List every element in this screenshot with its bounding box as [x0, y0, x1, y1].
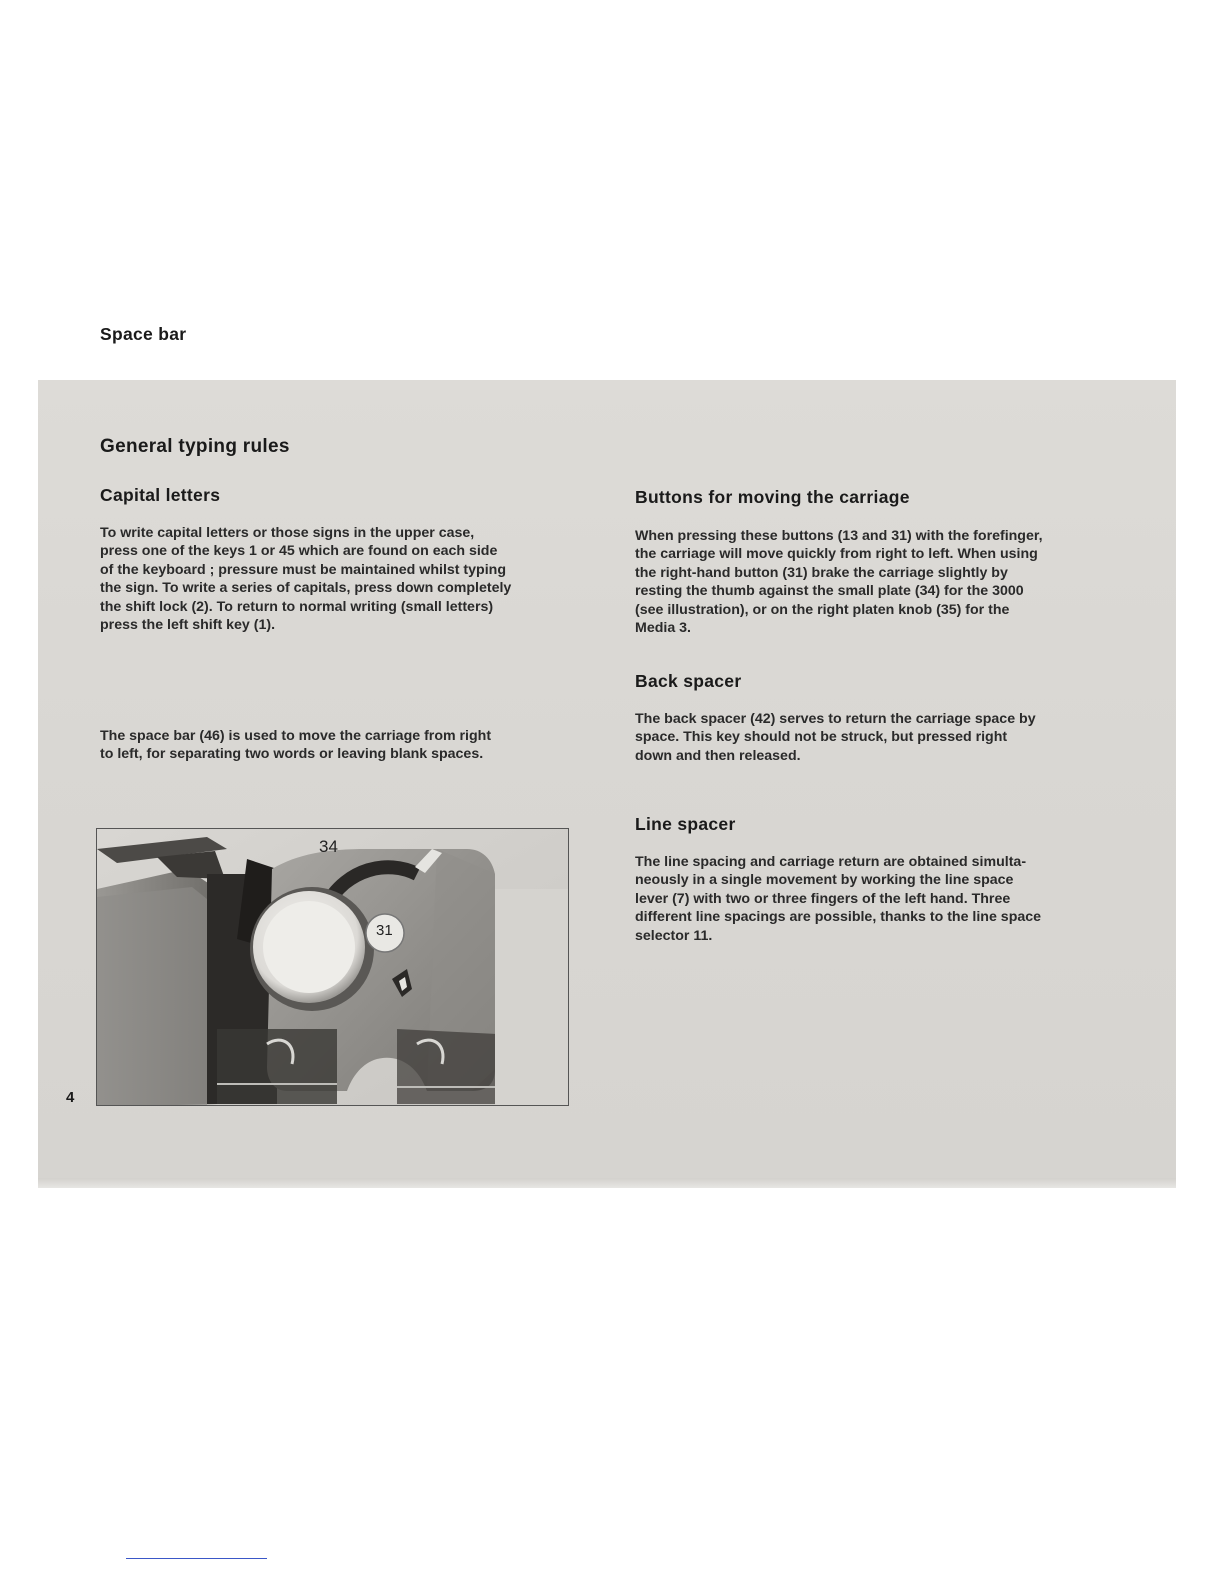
text-line: To write capital letters or those signs in the upper case, [100, 525, 475, 541]
text-line: Media 3. [635, 620, 691, 637]
space-bar-heading: Space bar [100, 324, 187, 344]
text-line: (see illustration), or on the right platen knob (35) for the [635, 601, 1010, 618]
typewriter-carriage-photo [96, 828, 569, 1106]
page-title: General typing rules [100, 436, 290, 457]
line-spacer-paragraph [635, 853, 1108, 945]
space-bar-paragraph [100, 727, 573, 764]
buttons-carriage-heading: Buttons for moving the carriage [635, 487, 910, 507]
text-line: the sign. To write a series of capitals, press down completely [100, 580, 512, 597]
back-spacer-paragraph [635, 710, 1108, 765]
text-line: the right-hand button (31) brake the carriage slightly by [635, 564, 1008, 581]
text-line: press one of the keys 1 or 45 which are found on each side [100, 543, 498, 560]
text-line: The back spacer (42) serves to return the carriage space by [635, 711, 1036, 727]
typewriter-illustration [97, 829, 569, 1106]
text-line: press the left shift key (1). [100, 617, 276, 634]
callout-34: 34 [319, 837, 338, 856]
scan-edge [38, 1178, 1176, 1188]
text-line: The space bar (46) is used to move the carriage from right [100, 728, 492, 744]
text-line: the carriage will move quickly from right to left. When using [635, 546, 1038, 563]
text-line: of the keyboard ; pressure must be maintained whilst typing [100, 561, 506, 578]
text-line: to left, for separating two words or leaving blank spaces. [100, 746, 484, 763]
callout-31: 31 [376, 922, 393, 939]
capital-letters-heading: Capital letters [100, 485, 221, 505]
text-line: space. This key should not be struck, but pressed right [635, 729, 1008, 746]
text-line: When pressing these buttons (13 and 31) with the forefinger, [635, 528, 1043, 544]
footnote-rule [126, 1558, 267, 1559]
page-number: 4 [66, 1089, 75, 1106]
line-spacer-heading: Line spacer [635, 814, 736, 834]
text-line: neously in a single movement by working the line space [635, 872, 1014, 889]
text-line: The line spacing and carriage return are obtained simulta- [635, 854, 1027, 870]
text-line: different line spacings are possible, thanks to the line space [635, 909, 1042, 926]
capital-letters-paragraph [100, 524, 573, 634]
text-line: down and then released. [635, 747, 801, 764]
back-spacer-heading: Back spacer [635, 671, 742, 691]
buttons-carriage-paragraph [635, 527, 1108, 637]
text-line: the shift lock (2). To return to normal writing (small letters) [100, 598, 494, 615]
text-line: resting the thumb against the small plate (34) for the 3000 [635, 583, 1024, 600]
text-line: lever (7) with two or three fingers of the left hand. Three [635, 890, 1011, 907]
text-line: selector 11. [635, 927, 713, 944]
